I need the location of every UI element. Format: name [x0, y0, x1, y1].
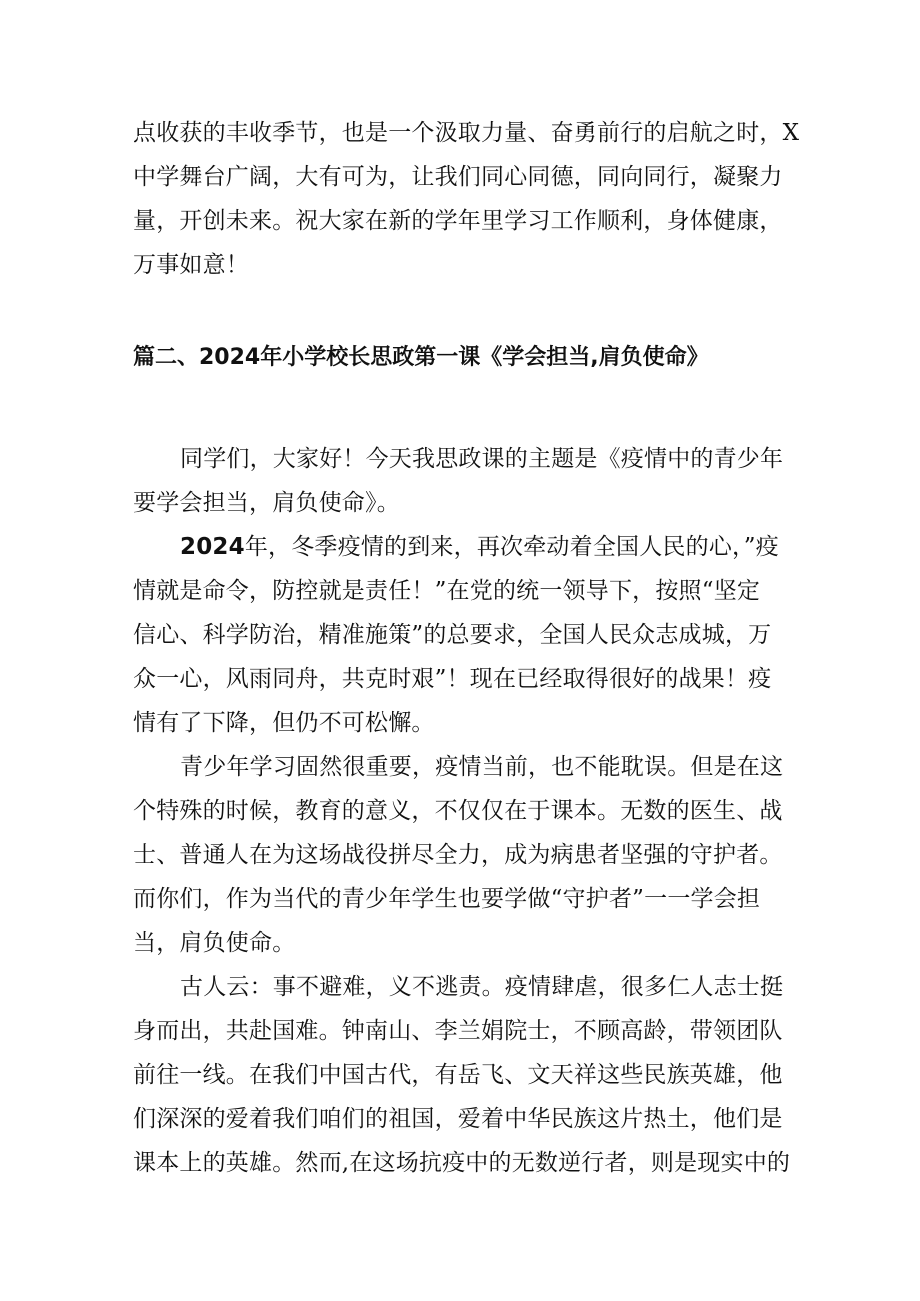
text-line: 中学舞台广阔，大有可为，让我们同心同德，同向同行，凝聚力: [133, 164, 783, 190]
text-line: 古人云：事不避难，义不逃责。疫情肆虐，很多仁人志士挺: [180, 974, 784, 1000]
text-line: 要学会担当，肩负使命》。: [133, 490, 400, 516]
text-line-rest: 年，冬季疫情的到来，再次牵动着全国人民的心，”疫: [244, 534, 779, 560]
text-line: 情就是命令，防控就是责任！”在党的统一领导下，按照“坚定: [133, 578, 761, 604]
text-line: 个特殊的时候，教育的意义，不仅仅在于课本。无数的医生、战: [133, 798, 783, 824]
text-line: 而你们，作为当代的青少年学生也要学做“守护者”一一学会担: [133, 886, 761, 912]
text-line: 同学们，大家好！今天我思政课的主题是《疫情中的青少年: [180, 446, 784, 472]
text-line: 们深深的爱着我们咱们的祖国，爱着中华民族这片热土，他们是: [133, 1106, 783, 1132]
section-heading: 篇二、2024年小学校长思政第一课《学会担当,肩负使命》: [133, 345, 709, 370]
text-line: 情有了下降，但仍不可松懈。: [133, 710, 435, 736]
text-line: 身而出，共赴国难。钟南山、李兰娟院士，不顾高龄，带领团队: [133, 1018, 783, 1044]
text-line: 众一心，风雨同舟，共克时艰”！现在已经取得很好的战果！疫: [133, 666, 772, 692]
text-line: 信心、科学防治，精准施策”的总要求，全国人民众志成城，万: [133, 622, 772, 648]
text-line: 士、普通人在为这场战役拼尽全力，成为病患者坚强的守护者。: [133, 842, 783, 868]
text-line: 万事如意！: [133, 252, 249, 278]
text-line: 前往一线。在我们中国古代，有岳飞、文天祥这些民族英雄，他: [133, 1062, 783, 1088]
text-line: 当，肩负使命。: [133, 930, 296, 956]
text-line: 青少年学习固然很重要，疫情当前，也不能耽误。但是在这: [180, 754, 784, 780]
year-lead: 2024: [180, 534, 245, 560]
text-line: 点收获的丰收季节，也是一个汲取力量、奋勇前行的启航之时，X: [133, 120, 800, 146]
text-line: [180, 532, 794, 562]
text-line: 课本上的英雄。然而,在这场抗疫中的无数逆行者，则是现实中的: [133, 1150, 791, 1176]
text-line: 量，开创未来。祝大家在新的学年里学习工作顺利，身体健康，: [133, 208, 783, 234]
